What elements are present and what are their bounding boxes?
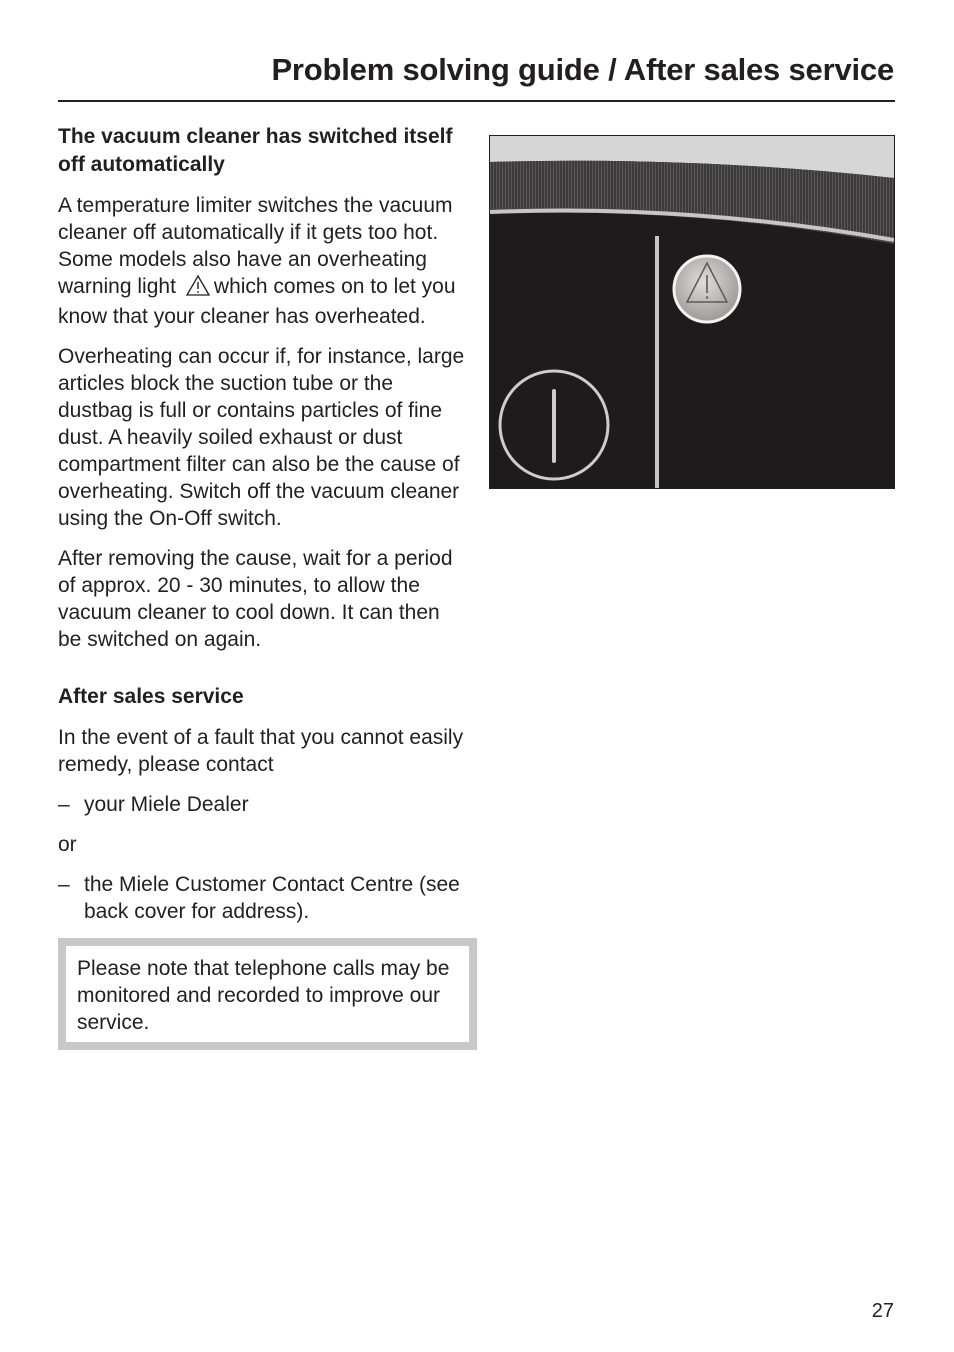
notice-box [58,938,477,1050]
list-item-contact-centre [58,871,468,925]
warning-triangle-icon [186,274,210,303]
list-item-dealer-text: your Miele Dealer [84,793,249,816]
list-dash: – [58,873,70,896]
paragraph-temperature-limiter [58,192,468,330]
page-number: 27 [871,1300,894,1322]
paragraph-cool-down: After removing the cause, wait for a period of approx. 20 - 30 minutes, to allow the vacuum cleaner to cool down. It can then be switched on again. [58,547,453,651]
text-or: or [58,833,77,856]
notice-text: Please note that telephone calls may be monitored and recorded to improve our service. [77,957,450,1034]
list-item-dealer [58,791,468,818]
list-dash: – [58,793,70,816]
paragraph-temperature-limiter-end: which comes on to let you know that your cleaner has overheated. [58,275,456,328]
list-item-contact-centre-text: the Miele Customer Contact Centre (see back cover for address). [84,873,460,923]
paragraph-contact-intro: In the event of a fault that you cannot easily remedy, please contact [58,726,464,776]
page-title: Problem solving guide / After sales service [271,52,894,87]
paragraph-overheating-causes: Overheating can occur if, for instance, large articles block the suction tube or the dustbag is full or contains particles of fine dust. A heavily soiled exhaust or dust compartment filter can also be the cause of overheating. Switch off the vacuum cleaner using the On-Off switch. [58,345,465,530]
section-heading-auto-off: The vacuum cleaner has switched itself off automatically [58,125,453,176]
control-panel-drawing [490,136,894,488]
main-text-column [58,123,468,1050]
control-panel-illustration [489,135,895,489]
overheating-warning-light-icon [674,256,740,322]
title-rule [58,100,895,102]
paragraph-temperature-limiter-start: A temperature limiter switches the vacuum cleaner off automatically if it gets too hot. Some models also have an overheating warning light [58,194,453,298]
section-heading-after-sales: After sales service [58,685,244,708]
